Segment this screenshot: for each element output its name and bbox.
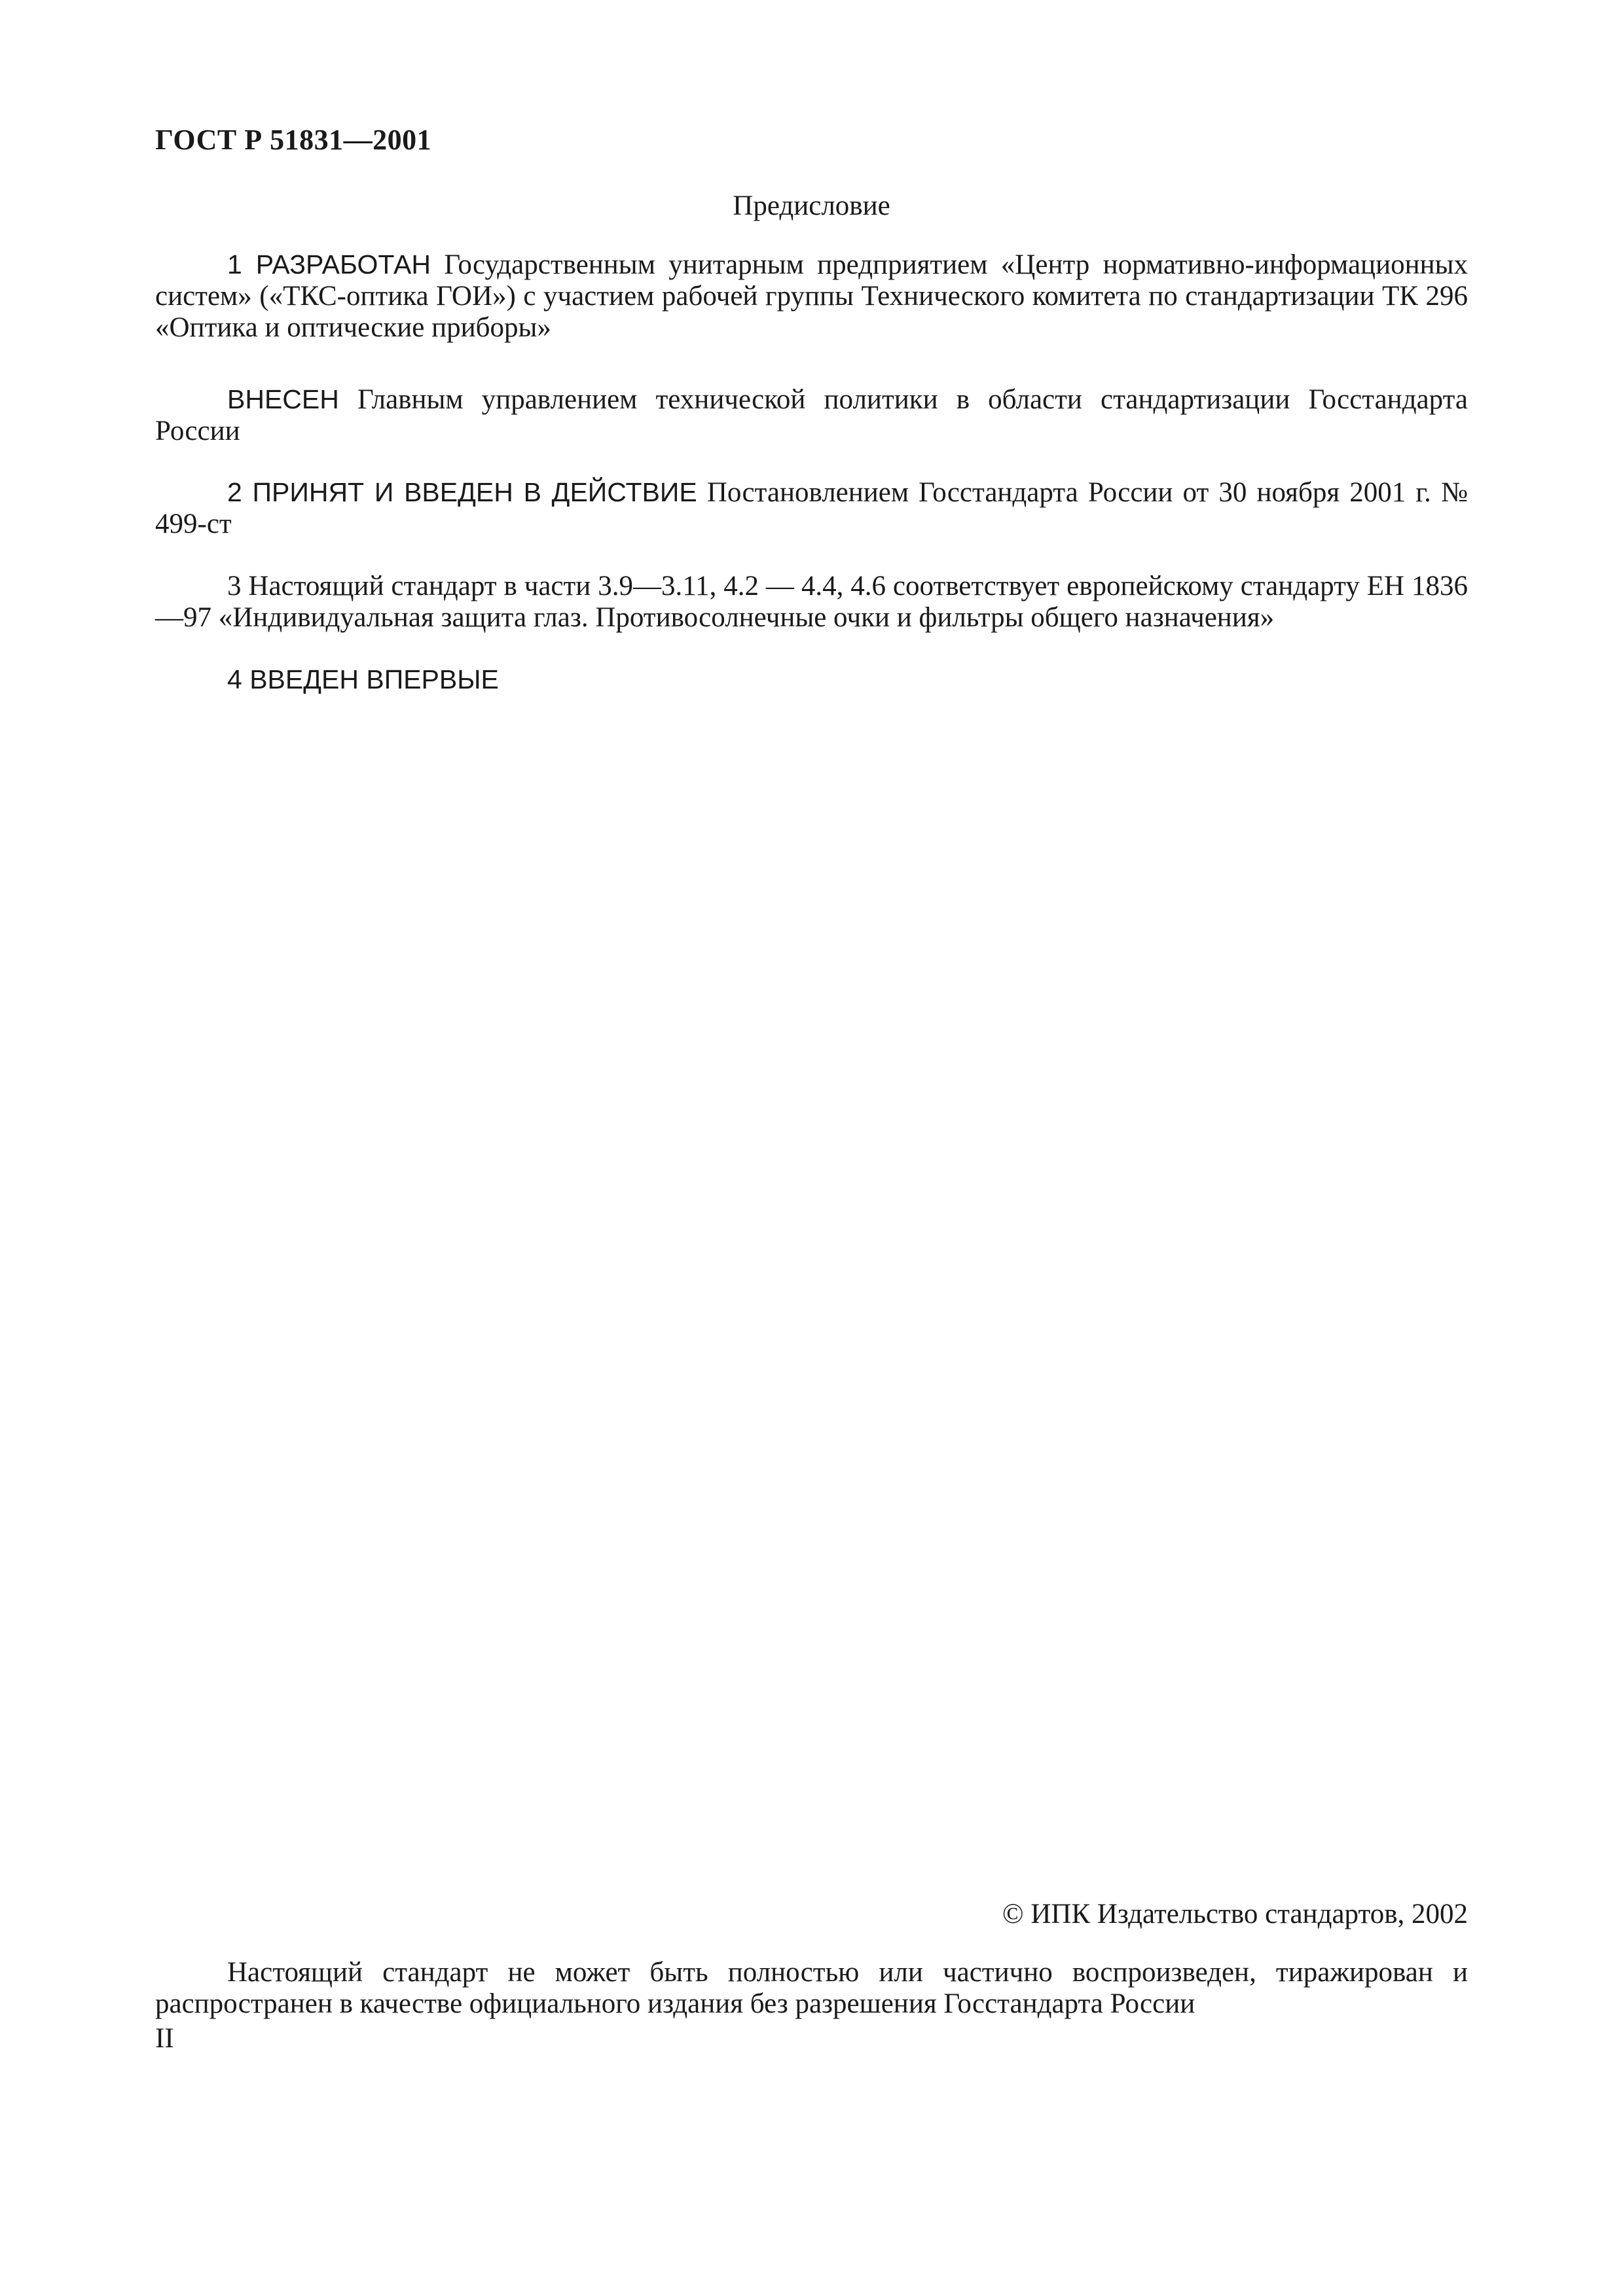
page-number: II [155,2023,174,2054]
paragraph-text: Главным управлением технической политики в области стандартизации Госстандарта России [155,384,1468,446]
paragraph-text: Постановлением Госстандарта России от 30 ноября 2001 г. № 499-ст [155,477,1468,539]
paragraph-adopted [155,476,1468,540]
copyright-line: © ИПК Издательство стандартов, 2002 [1002,1899,1468,1929]
paragraph-conformity [155,571,1468,634]
reproduction-notice: Настоящий стандарт не может быть полностью или частично воспроизведен, тиражирован и распространен в качестве официального издания без разрешения Госстандарта России [155,1957,1468,2019]
section-title: Предисловие [733,190,890,221]
paragraph-lead: 1 РАЗРАБОТАН [227,249,431,279]
paragraph-text: 3 Настоящий стандарт в части 3.9—3.11, 4.2 — 4.4, 4.6 соответствует европейскому стандарту ЕН 1836—97 «Индивидуальная защита глаз. Противосолнечные очки и фильтры общего назначения» [155,571,1468,633]
paragraph-lead: ВНЕСЕН [227,384,339,414]
paragraph-introduced-by [155,384,1468,447]
paragraph-text: Государственным унитарным предприятием «Центр нормативно-информационных систем» («ТКС-оптика ГОИ») с участием рабочей группы Технического комитета по стандартизации ТК 296 «Оптика и оптические приборы» [155,249,1468,343]
paragraph-lead: 4 ВВЕДЕН ВПЕРВЫЕ [227,664,499,694]
paragraph-developed-by [155,249,1468,344]
paragraph-first-introduced [155,664,1468,696]
document-code-header: ГОСТ Р 51831—2001 [155,124,432,156]
paragraph-lead: 2 ПРИНЯТ И ВВЕДЕН В ДЕЙСТВИЕ [227,477,697,507]
